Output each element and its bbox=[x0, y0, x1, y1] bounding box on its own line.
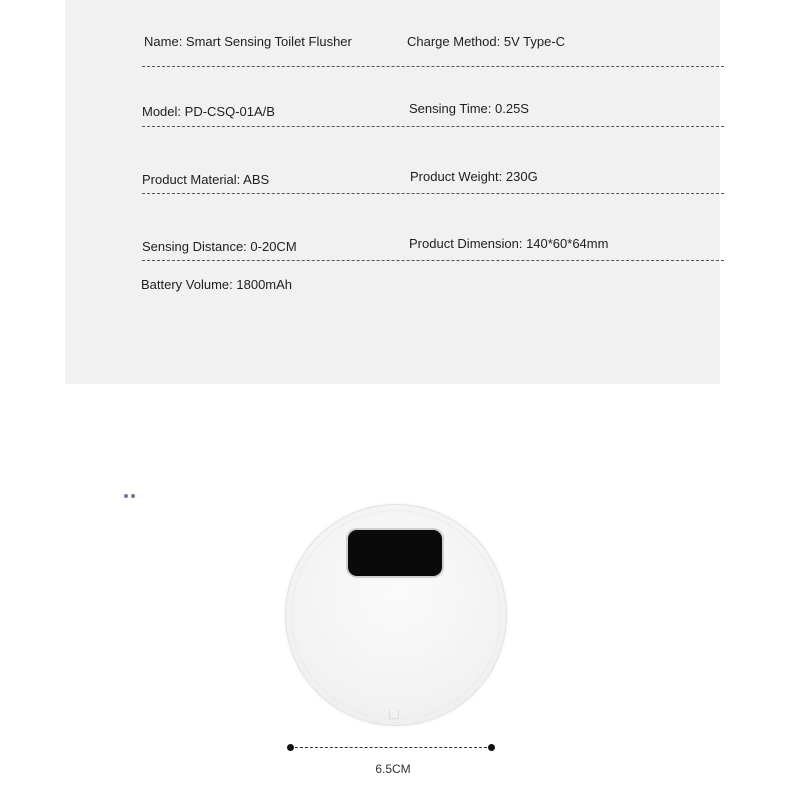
spec-row bbox=[142, 0, 724, 67]
two-dots-icon bbox=[124, 494, 138, 500]
dimension-dashed-line bbox=[290, 747, 492, 748]
dimension-start-dot bbox=[287, 744, 294, 751]
spec-panel bbox=[65, 0, 720, 384]
spec-model: Model : PD-CSQ-01A/B bbox=[142, 104, 275, 119]
toilet-flusher-device bbox=[285, 504, 507, 726]
spec-charge-method: Charge Method : 5V Type-C bbox=[407, 34, 565, 49]
spec-row bbox=[142, 261, 724, 327]
spec-row bbox=[142, 194, 724, 261]
spec-product-weight: Product Weight : 230G bbox=[410, 169, 538, 184]
spec-name: Name : Smart Sensing Toilet Flusher bbox=[144, 34, 352, 49]
display-screen bbox=[348, 530, 442, 576]
dimension-label: 6.5CM bbox=[375, 762, 411, 776]
spec-sensing-distance: Sensing Distance : 0-20CM bbox=[142, 239, 297, 254]
dimension-line bbox=[287, 746, 495, 750]
type-c-port-icon bbox=[389, 710, 399, 719]
spec-product-material: Product Material : ABS bbox=[142, 172, 269, 187]
spec-product-dimension: Product Dimension : 140*60*64mm bbox=[409, 236, 608, 251]
spec-row bbox=[142, 127, 724, 194]
dimension-end-dot bbox=[488, 744, 495, 751]
spec-row bbox=[142, 60, 724, 127]
spec-sensing-time: Sensing Time : 0.25S bbox=[409, 101, 529, 116]
spec-battery-volume: Battery Volume : 1800mAh bbox=[141, 277, 292, 292]
